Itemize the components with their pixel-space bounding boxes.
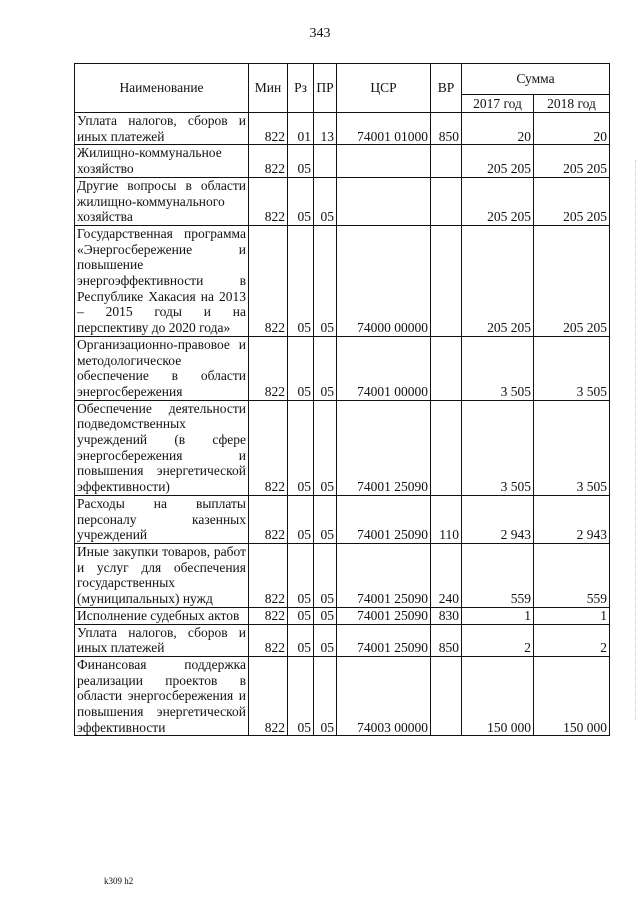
row-rz: 05 bbox=[288, 336, 314, 400]
row-rz: 05 bbox=[288, 495, 314, 543]
table-row bbox=[75, 656, 610, 736]
row-sum-2017: 20 bbox=[462, 113, 534, 145]
header-year-2017: 2017 год bbox=[462, 95, 534, 113]
row-name: Государственная программа «Энергосбережение и повышение энергоэффективности в Республике Хакасия на 2013 – 2015 годы и на перспективу до 2020 года» bbox=[75, 225, 249, 336]
document-footer-code: k309 h2 bbox=[104, 876, 134, 886]
header-csr: ЦСР bbox=[337, 64, 431, 113]
row-csr: 74001 25090 bbox=[337, 495, 431, 543]
row-sum-2018: 3 505 bbox=[534, 400, 610, 495]
row-rz: 05 bbox=[288, 607, 314, 624]
row-rz: 05 bbox=[288, 543, 314, 607]
row-rz: 05 bbox=[288, 400, 314, 495]
row-pr: 05 bbox=[314, 607, 337, 624]
row-sum-2017: 205 205 bbox=[462, 177, 534, 225]
page-number: 343 bbox=[309, 26, 331, 41]
row-sum-2017: 150 000 bbox=[462, 656, 534, 736]
table-row bbox=[75, 607, 610, 624]
row-vr bbox=[431, 336, 462, 400]
row-sum-2017: 2 943 bbox=[462, 495, 534, 543]
row-pr: 05 bbox=[314, 400, 337, 495]
row-sum-2017: 3 505 bbox=[462, 336, 534, 400]
row-vr: 240 bbox=[431, 543, 462, 607]
row-vr: 850 bbox=[431, 113, 462, 145]
row-name: Финансовая поддержка реализации проектов в области энергосбережения и повышения энергетической эффективности bbox=[75, 656, 249, 736]
row-sum-2017: 205 205 bbox=[462, 145, 534, 177]
row-csr: 74001 01000 bbox=[337, 113, 431, 145]
row-name: Другие вопросы в области жилищно-коммунального хозяйства bbox=[75, 177, 249, 225]
table-row bbox=[75, 400, 610, 495]
row-sum-2017: 559 bbox=[462, 543, 534, 607]
row-vr bbox=[431, 656, 462, 736]
row-sum-2017: 1 bbox=[462, 607, 534, 624]
row-min: 822 bbox=[249, 145, 288, 177]
row-sum-2018: 150 000 bbox=[534, 656, 610, 736]
row-sum-2018: 2 943 bbox=[534, 495, 610, 543]
row-pr: 13 bbox=[314, 113, 337, 145]
header-year-2018: 2018 год bbox=[534, 95, 610, 113]
row-csr bbox=[337, 177, 431, 225]
row-min: 822 bbox=[249, 656, 288, 736]
row-csr: 74001 25090 bbox=[337, 607, 431, 624]
row-pr bbox=[314, 145, 337, 177]
row-csr bbox=[337, 145, 431, 177]
row-rz: 05 bbox=[288, 177, 314, 225]
row-sum-2017: 2 bbox=[462, 624, 534, 656]
row-sum-2018: 1 bbox=[534, 607, 610, 624]
row-csr: 74003 00000 bbox=[337, 656, 431, 736]
row-pr: 05 bbox=[314, 225, 337, 336]
row-min: 822 bbox=[249, 495, 288, 543]
table-body bbox=[75, 113, 610, 736]
row-min: 822 bbox=[249, 177, 288, 225]
table-row bbox=[75, 145, 610, 177]
row-rz: 05 bbox=[288, 225, 314, 336]
row-rz: 05 bbox=[288, 145, 314, 177]
row-vr bbox=[431, 177, 462, 225]
row-min: 822 bbox=[249, 400, 288, 495]
row-sum-2018: 2 bbox=[534, 624, 610, 656]
table-row bbox=[75, 177, 610, 225]
header-name: Наименование bbox=[75, 64, 249, 113]
row-sum-2017: 3 505 bbox=[462, 400, 534, 495]
row-sum-2017: 205 205 bbox=[462, 225, 534, 336]
row-csr: 74001 00000 bbox=[337, 336, 431, 400]
row-sum-2018: 205 205 bbox=[534, 145, 610, 177]
row-min: 822 bbox=[249, 543, 288, 607]
table-row bbox=[75, 624, 610, 656]
table-row bbox=[75, 113, 610, 145]
row-sum-2018: 20 bbox=[534, 113, 610, 145]
row-sum-2018: 205 205 bbox=[534, 225, 610, 336]
row-name: Обеспечение деятельности подведомственных учреждений (в сфере энергосбережения и повышения энергетической эффективности) bbox=[75, 400, 249, 495]
row-name: Жилищно-коммунальное хозяйство bbox=[75, 145, 249, 177]
header-rz: Рз bbox=[288, 64, 314, 113]
table-row bbox=[75, 336, 610, 400]
row-vr: 830 bbox=[431, 607, 462, 624]
row-csr: 74001 25090 bbox=[337, 543, 431, 607]
budget-table bbox=[74, 63, 610, 736]
row-sum-2018: 559 bbox=[534, 543, 610, 607]
row-vr bbox=[431, 400, 462, 495]
row-pr: 05 bbox=[314, 495, 337, 543]
row-name: Организационно-правовое и методологическое обеспечение в области энергосбережения bbox=[75, 336, 249, 400]
row-rz: 01 bbox=[288, 113, 314, 145]
row-pr: 05 bbox=[314, 543, 337, 607]
row-pr: 05 bbox=[314, 177, 337, 225]
header-min: Мин bbox=[249, 64, 288, 113]
row-pr: 05 bbox=[314, 336, 337, 400]
row-vr bbox=[431, 225, 462, 336]
row-name: Исполнение судебных актов bbox=[75, 607, 249, 624]
header-vr: ВР bbox=[431, 64, 462, 113]
row-pr: 05 bbox=[314, 656, 337, 736]
table-row bbox=[75, 225, 610, 336]
row-min: 822 bbox=[249, 113, 288, 145]
row-pr: 05 bbox=[314, 624, 337, 656]
table-row bbox=[75, 543, 610, 607]
row-min: 822 bbox=[249, 624, 288, 656]
row-name: Расходы на выплаты персоналу казенных учреждений bbox=[75, 495, 249, 543]
row-csr: 74000 00000 bbox=[337, 225, 431, 336]
row-name: Иные закупки товаров, работ и услуг для обеспечения государственных (муниципальных) нужд bbox=[75, 543, 249, 607]
row-name: Уплата налогов, сборов и иных платежей bbox=[75, 113, 249, 145]
margin-dotted-line bbox=[633, 160, 636, 720]
row-min: 822 bbox=[249, 225, 288, 336]
row-sum-2018: 3 505 bbox=[534, 336, 610, 400]
header-pr: ПР bbox=[314, 64, 337, 113]
header-sum: Сумма bbox=[462, 64, 610, 95]
row-name: Уплата налогов, сборов и иных платежей bbox=[75, 624, 249, 656]
row-rz: 05 bbox=[288, 656, 314, 736]
row-vr: 110 bbox=[431, 495, 462, 543]
row-min: 822 bbox=[249, 336, 288, 400]
row-csr: 74001 25090 bbox=[337, 400, 431, 495]
row-sum-2018: 205 205 bbox=[534, 177, 610, 225]
row-csr: 74001 25090 bbox=[337, 624, 431, 656]
row-vr: 850 bbox=[431, 624, 462, 656]
row-min: 822 bbox=[249, 607, 288, 624]
table-row bbox=[75, 495, 610, 543]
row-vr bbox=[431, 145, 462, 177]
row-rz: 05 bbox=[288, 624, 314, 656]
